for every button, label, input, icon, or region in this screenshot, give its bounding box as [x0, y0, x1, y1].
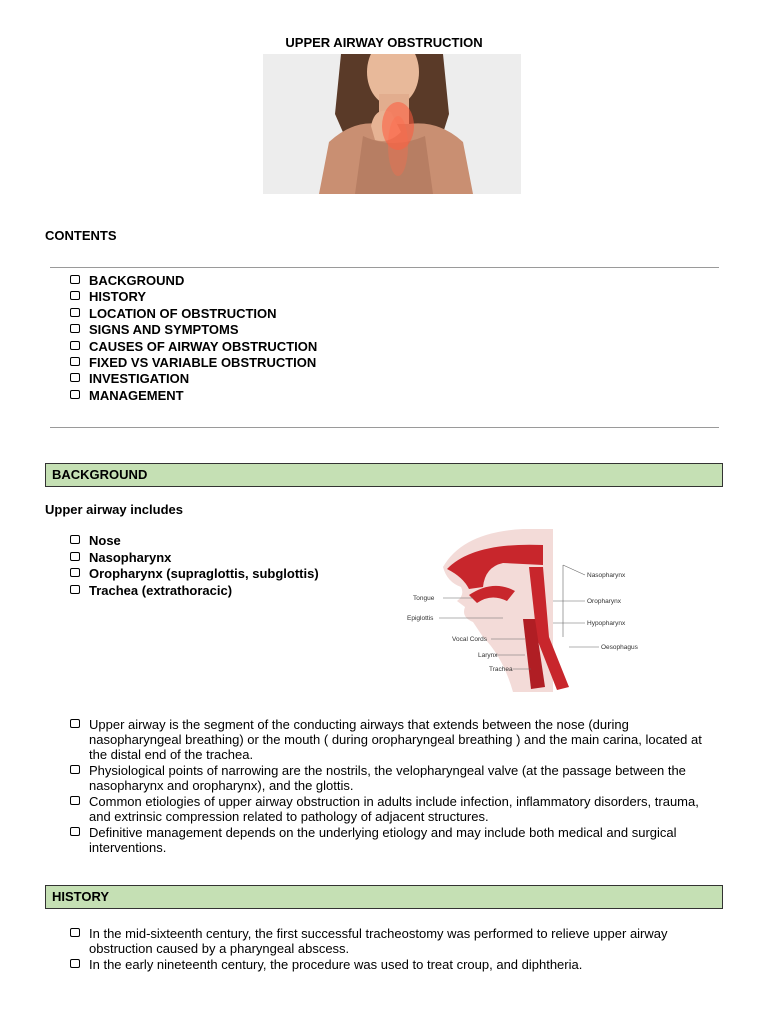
section-heading-background: BACKGROUND: [45, 463, 723, 487]
list-item[interactable]: Trachea (extrathoracic): [70, 583, 319, 600]
label-tongue: Tongue: [413, 595, 435, 602]
checkbox-icon[interactable]: [70, 390, 80, 399]
checkbox-icon[interactable]: [70, 719, 80, 728]
label-oesophagus: Oesophagus: [601, 644, 638, 651]
list-item[interactable]: Nose: [70, 533, 319, 550]
label-oropharynx: Oropharynx: [587, 598, 621, 605]
toc-item[interactable]: SIGNS AND SYMPTOMS: [70, 322, 317, 338]
toc-item[interactable]: INVESTIGATION: [70, 371, 317, 387]
upper-airway-intro: Upper airway includes: [45, 502, 183, 517]
checkbox-icon[interactable]: [70, 373, 80, 382]
toc-item[interactable]: LOCATION OF OBSTRUCTION: [70, 306, 317, 322]
checkbox-icon[interactable]: [70, 535, 80, 544]
label-larynx: Larynx: [478, 652, 498, 659]
list-item[interactable]: In the mid-sixteenth century, the first successful tracheostomy was performed to relieve upper airway obstruction caused by a pharyngeal abscess.: [70, 926, 719, 956]
toc-item[interactable]: BACKGROUND: [70, 273, 317, 289]
checkbox-icon[interactable]: [70, 324, 80, 333]
upper-airway-anatomy-diagram: [403, 527, 653, 692]
contents-heading: CONTENTS: [45, 228, 117, 243]
checkbox-icon[interactable]: [70, 796, 80, 805]
page-title: UPPER AIRWAY OBSTRUCTION: [285, 35, 483, 50]
toc-item[interactable]: MANAGEMENT: [70, 388, 317, 404]
list-item[interactable]: Oropharynx (supraglottis, subglottis): [70, 566, 319, 583]
checkbox-icon[interactable]: [70, 827, 80, 836]
checkbox-icon[interactable]: [70, 275, 80, 284]
checkbox-icon[interactable]: [70, 341, 80, 350]
divider: [50, 267, 719, 268]
toc-item[interactable]: HISTORY: [70, 289, 317, 305]
list-item[interactable]: In the early nineteenth century, the procedure was used to treat croup, and diphtheria.: [70, 957, 719, 972]
checkbox-icon[interactable]: [70, 585, 80, 594]
label-nasopharynx: Nasopharynx: [587, 572, 626, 579]
checkbox-icon[interactable]: [70, 291, 80, 300]
label-epiglottis: Epiglottis: [407, 615, 434, 622]
history-points-list: [70, 926, 719, 973]
list-item[interactable]: Common etiologies of upper airway obstruction in adults include infection, inflammatory disorders, trauma, and extrinsic compression related to pathology of adjacent structures.: [70, 794, 719, 824]
list-item[interactable]: Physiological points of narrowing are the nostrils, the velopharyngeal valve (at the passage between the nasopharynx and oropharynx), and the glottis.: [70, 763, 719, 793]
airway-parts-list: [70, 533, 319, 599]
checkbox-icon[interactable]: [70, 568, 80, 577]
list-item[interactable]: Upper airway is the segment of the conducting airways that extends between the nose (during nasopharyngeal breathing) or the mouth ( during oropharyngeal breathing ) and the main carina, located at the distal end of the trachea.: [70, 717, 719, 762]
checkbox-icon[interactable]: [70, 928, 80, 937]
label-vocal-cords: Vocal Cords: [452, 636, 488, 643]
section-heading-history: HISTORY: [45, 885, 723, 909]
background-points-list: [70, 717, 719, 856]
checkbox-icon[interactable]: [70, 357, 80, 366]
toc-item[interactable]: CAUSES OF AIRWAY OBSTRUCTION: [70, 339, 317, 355]
list-item[interactable]: Nasopharynx: [70, 550, 319, 567]
checkbox-icon[interactable]: [70, 552, 80, 561]
list-item[interactable]: Definitive management depends on the underlying etiology and may include both medical and surgical interventions.: [70, 825, 719, 855]
checkbox-icon[interactable]: [70, 959, 80, 968]
label-hypopharynx: Hypopharynx: [587, 620, 626, 627]
checkbox-icon[interactable]: [70, 765, 80, 774]
toc-item[interactable]: FIXED VS VARIABLE OBSTRUCTION: [70, 355, 317, 371]
checkbox-icon[interactable]: [70, 308, 80, 317]
divider: [50, 427, 719, 428]
label-trachea: Trachea: [489, 666, 513, 673]
hero-image-woman-throat-pain: [263, 54, 521, 194]
table-of-contents: [70, 273, 317, 404]
